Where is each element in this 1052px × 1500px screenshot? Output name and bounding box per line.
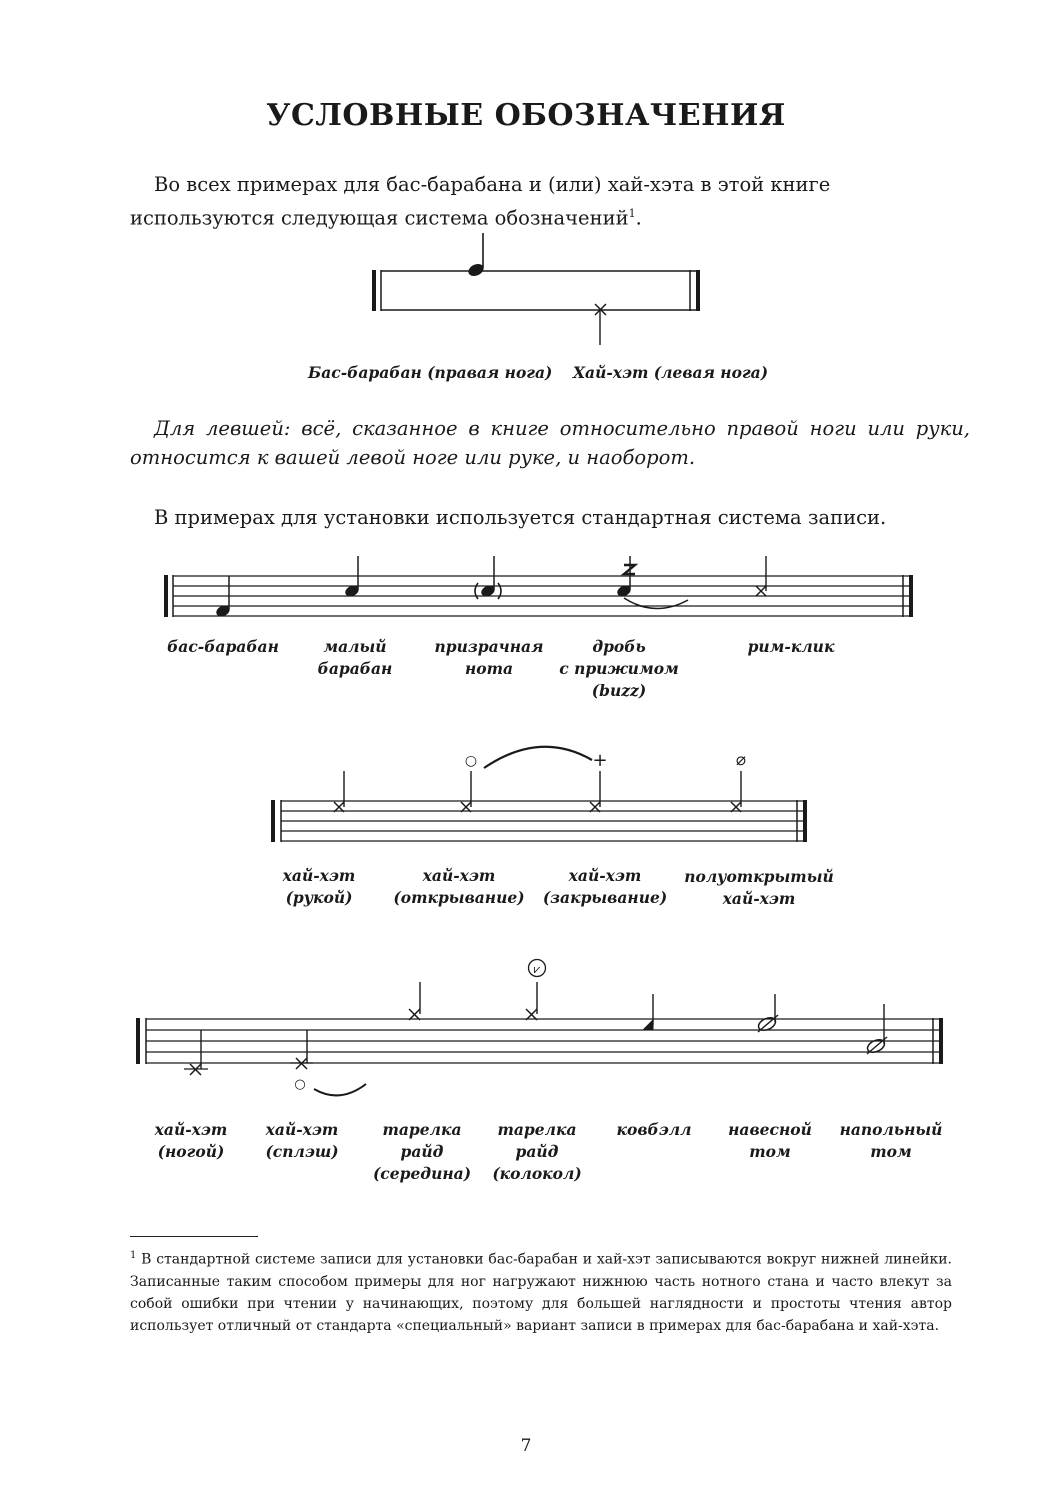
staff-feet	[374, 233, 698, 345]
label-snare: малый барабан	[317, 637, 393, 678]
cowbell-note	[643, 994, 653, 1030]
bell-symbol: ⩗	[533, 962, 541, 976]
label-hihat-half-open: полуоткрытый хай-хэт	[684, 867, 834, 908]
rack-tom-note	[757, 994, 778, 1033]
footnote	[130, 1245, 952, 1337]
footnote-rule	[130, 1236, 258, 1237]
staff-standard-drums	[166, 556, 912, 618]
label-hihat-hand: хай-хэт (рукой)	[282, 866, 356, 907]
label-hihat-open: хай-хэт (открывание)	[393, 866, 525, 907]
close-symbol: +	[592, 750, 608, 771]
label-ride-middle: тарелка райд (середина)	[372, 1120, 472, 1183]
label-ghost-note: призрачная нота	[434, 637, 544, 678]
label-bass-drum: бас-барабан	[167, 637, 279, 656]
note-ghost	[475, 556, 501, 599]
splash-symbol: ○	[294, 1077, 306, 1092]
note-bass-drum	[215, 576, 232, 618]
label-floor-tom: напольный том	[839, 1120, 943, 1161]
label-ride-bell: тарелка райд (колокол)	[492, 1120, 582, 1183]
footnote-ref: 1	[628, 207, 636, 220]
staff-hihat-hand	[273, 747, 806, 842]
hihat-half-open-note	[731, 771, 741, 812]
hihat-close-note	[590, 771, 600, 812]
note-buzz	[616, 556, 688, 609]
legend-hihat-foot: Хай-хэт (левая нога)	[573, 363, 769, 382]
footnote-text: В стандартной системе записи для установки бас-барабан и хай-хэт записываются вокруг нижней линейки. Записанные таким способом примеры для ног нагружают нижнюю часть нотного стана и часто влекут за собой ошибки при чтении у начинающих, поэтому для большей наглядности и простоты чтения автор использует отличный от стандарта «специальный» вариант записи в примерах для бас-барабана и хай-хэта.	[130, 1251, 952, 1334]
note-snare	[344, 556, 361, 598]
label-cowbell: ковбэлл	[616, 1120, 692, 1139]
legend-bass-drum: Бас-барабан (правая нога)	[308, 363, 553, 382]
label-hihat-close: хай-хэт (закрывание)	[542, 866, 668, 907]
label-hihat-foot: хай-хэт (ногой)	[154, 1120, 228, 1161]
label-hihat-splash: хай-хэт (сплэш)	[265, 1120, 339, 1161]
staff-cymbals-toms	[138, 960, 942, 1096]
label-rim-click: рим-клик	[747, 637, 835, 656]
standard-intro: В примерах для установки используется стандартная система записи.	[154, 506, 887, 529]
label-buzz-roll: дробь с прижимом (buzz)	[559, 637, 679, 700]
intro-end: .	[635, 206, 642, 230]
page-number: 7	[520, 1436, 532, 1456]
page-title: УСЛОВНЫЕ ОБОЗНАЧЕНИЯ	[266, 98, 786, 133]
intro-text: Во всех примерах для бас-барабана и (или) хай-хэта в этой книге используются следующая система обозначений	[130, 173, 831, 230]
footnote-number: 1	[130, 1250, 137, 1261]
lefty-note: Для левшей: всё, сказанное в книге относительно правой ноги или руки, относится к вашей левой ноге или руке, и наоборот.	[130, 417, 970, 469]
floor-tom-note	[866, 1004, 887, 1055]
half-open-symbol: ⌀	[735, 750, 747, 770]
ride-middle-note	[409, 982, 420, 1020]
hihat-hand-note	[334, 771, 344, 812]
open-symbol: ○	[464, 753, 478, 769]
hihat-open-note	[461, 747, 592, 812]
label-rack-tom: навесной том	[728, 1120, 812, 1161]
